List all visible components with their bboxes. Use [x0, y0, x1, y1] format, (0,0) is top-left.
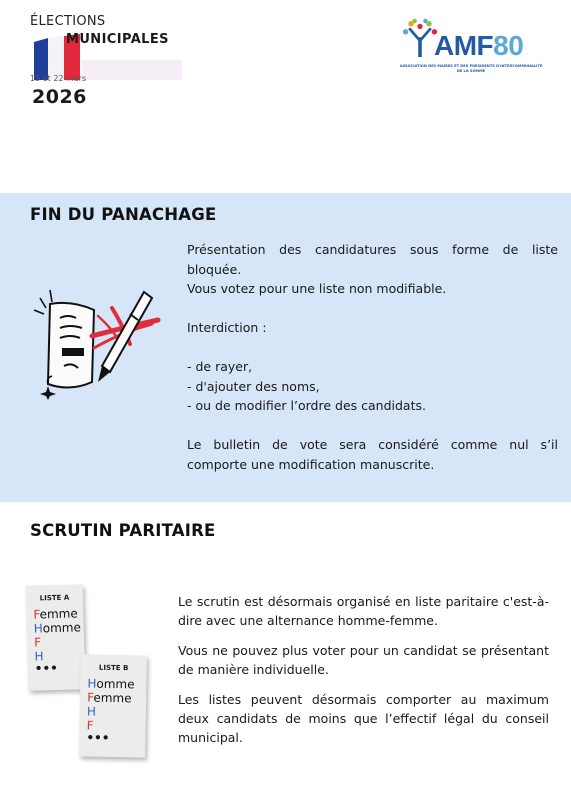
section-body	[187, 240, 558, 474]
tree-people-icon	[402, 18, 438, 60]
list-item: Femme	[87, 690, 132, 706]
list-item: Homme	[87, 676, 135, 692]
list-item: F	[33, 635, 42, 650]
paragraph: Le scrutin est désormais organisé en liste paritaire c'est-à-dire avec une alternance homme-femme.	[178, 594, 549, 628]
amf80-logo	[398, 18, 544, 74]
list-item: F	[86, 718, 94, 733]
elections-title: ÉLECTIONS	[30, 14, 106, 29]
section-body	[178, 592, 549, 758]
amf-subtitle: ASSOCIATION DES MAIRES ET DES PRÉSIDENTS D'INTERCOMMUNALITÉ DE LA SOMME	[399, 64, 543, 73]
ballot-card-list-a	[26, 584, 86, 690]
amf-wordmark: AMF80	[434, 30, 524, 61]
municipales-title: MUNICIPALES	[66, 32, 169, 47]
section-title: SCRUTIN PARITAIRE	[30, 521, 216, 540]
list-item: - ou de modifier l’ordre des candidats.	[187, 398, 426, 413]
paragraph: Vous ne pouvez plus voter pour un candidat se présentant de manière individuelle.	[178, 643, 549, 677]
paragraph: Vous votez pour une liste non modifiable.	[187, 281, 447, 296]
section-title: FIN DU PANACHAGE	[30, 205, 217, 224]
election-dates: 15 et 22 mars	[30, 74, 87, 83]
paragraph: Le bulletin de vote sera considéré comme nul s’il comporte une modification manuscrite.	[187, 437, 558, 472]
elections-logo	[30, 14, 190, 109]
list-item: - d'ajouter des noms,	[187, 378, 320, 394]
crossed-out-ballot-icon	[32, 288, 166, 400]
paragraph: Présentation des candidatures sous forme de liste bloquée.	[187, 242, 558, 277]
list-item: H	[86, 704, 97, 719]
paragraph: Les listes peuvent désormais comporter au maximum deux candidats de moins que l’effectif légal du conseil municipal.	[178, 692, 549, 745]
election-year: 2026	[32, 86, 87, 108]
more-indicator: •••	[86, 730, 110, 745]
ballot-card-list-b	[79, 654, 147, 757]
decorative-bar	[82, 60, 182, 80]
more-indicator: •••	[34, 660, 58, 676]
card-title: LISTE A	[39, 593, 70, 603]
list-item: Homme	[33, 620, 82, 636]
section-fin-panachage	[0, 193, 571, 502]
card-title: LISTE B	[98, 663, 129, 673]
paragraph: Interdiction :	[187, 320, 267, 335]
list-item: - de rayer,	[187, 359, 253, 374]
list-item: H	[34, 649, 44, 664]
list-item: Femme	[33, 606, 78, 622]
